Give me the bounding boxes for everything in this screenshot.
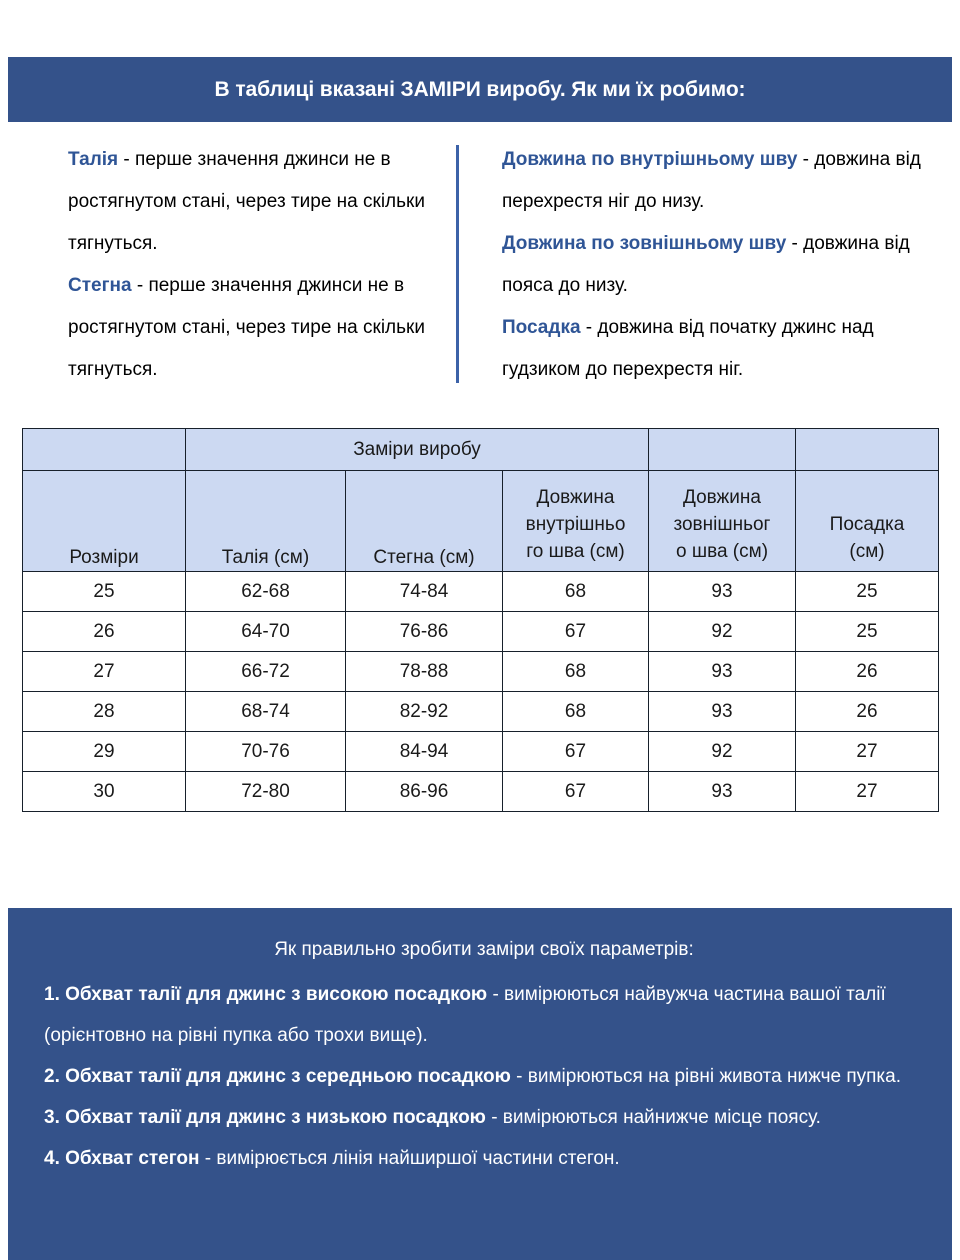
definition-text-outseam: довжина від пояса до низу. bbox=[502, 233, 910, 296]
definition-term-inseam: Довжина по внутрішньому шву bbox=[502, 149, 798, 170]
column-header-line: внутрішньо bbox=[525, 514, 626, 535]
instruction-item-4-text: - вимірюється лінія найширшої частини стегон. bbox=[199, 1148, 620, 1169]
definition-dash: - bbox=[131, 275, 149, 296]
definition-text-waist: перше значення джинси не в ростягнутом стані, через тире на скільки тягнуться. bbox=[68, 149, 425, 254]
column-header-sizes bbox=[23, 471, 186, 572]
cell-inseam: 67 bbox=[503, 772, 649, 812]
cell-inseam: 68 bbox=[503, 692, 649, 732]
cell-waist: 66-72 bbox=[186, 652, 346, 692]
definition-term-rise: Посадка bbox=[502, 317, 581, 338]
cell-waist: 72-80 bbox=[186, 772, 346, 812]
instruction-item-2-text: - вимірюються на рівні живота нижче пупка. bbox=[510, 1066, 901, 1087]
cell-size: 25 bbox=[23, 572, 186, 612]
instruction-item-3 bbox=[44, 1097, 924, 1138]
column-header-line: Талія (см) bbox=[221, 547, 310, 568]
definition-rise bbox=[502, 307, 938, 391]
cell-rise: 26 bbox=[796, 652, 939, 692]
instruction-item-2-bold: 2. Обхват талії для джинс з середньою посадкою bbox=[44, 1066, 511, 1087]
cell-hips: 86-96 bbox=[346, 772, 503, 812]
cell-hips: 82-92 bbox=[346, 692, 503, 732]
table-header-row bbox=[23, 471, 939, 572]
cell-rise: 25 bbox=[796, 572, 939, 612]
definition-inseam bbox=[502, 139, 938, 223]
column-header-line: Довжина bbox=[536, 487, 615, 508]
cell-inseam: 68 bbox=[503, 572, 649, 612]
column-divider bbox=[456, 145, 459, 383]
cell-hips: 76-86 bbox=[346, 612, 503, 652]
instruction-item-4-bold: 4. Обхват стегон bbox=[44, 1148, 200, 1169]
instruction-item-1-text: - вимірюються найвужча частина вашої талії (орієнтовно на рівні пупка або трохи вище). bbox=[44, 984, 886, 1046]
group-header-empty-2 bbox=[796, 429, 939, 471]
cell-waist: 64-70 bbox=[186, 612, 346, 652]
instruction-item-4 bbox=[44, 1138, 924, 1179]
cell-size: 29 bbox=[23, 732, 186, 772]
definition-outseam bbox=[502, 223, 938, 307]
definition-dash: - bbox=[797, 149, 815, 170]
column-header-rise bbox=[796, 471, 939, 572]
cell-hips: 78-88 bbox=[346, 652, 503, 692]
column-header-line: (см) bbox=[849, 541, 885, 562]
cell-rise: 25 bbox=[796, 612, 939, 652]
table-row bbox=[23, 732, 939, 772]
cell-size: 28 bbox=[23, 692, 186, 732]
definition-term-hips: Стегна bbox=[68, 275, 132, 296]
cell-rise: 27 bbox=[796, 732, 939, 772]
definition-waist bbox=[68, 139, 440, 265]
table-row bbox=[23, 652, 939, 692]
column-header-line: Стегна (см) bbox=[373, 547, 475, 568]
cell-size: 27 bbox=[23, 652, 186, 692]
definition-dash: - bbox=[786, 233, 804, 254]
definition-hips bbox=[68, 265, 440, 391]
definitions-left-column bbox=[68, 139, 440, 391]
definition-text-hips: перше значення джинси не в ростягнутом стані, через тире на скільки тягнуться. bbox=[68, 275, 425, 380]
instruction-item-3-text: - вимірюються найнижче місце поясу. bbox=[485, 1107, 821, 1128]
column-header-line: го шва (см) bbox=[526, 541, 625, 562]
column-header-outseam bbox=[649, 471, 796, 572]
cell-waist: 70-76 bbox=[186, 732, 346, 772]
cell-inseam: 67 bbox=[503, 732, 649, 772]
column-header-inseam bbox=[503, 471, 649, 572]
cell-size: 30 bbox=[23, 772, 186, 812]
column-header-line: Розміри bbox=[69, 547, 139, 568]
definitions-right-column bbox=[502, 139, 938, 391]
cell-hips: 74-84 bbox=[346, 572, 503, 612]
table-row bbox=[23, 692, 939, 732]
banner-title: В таблиці вказані ЗАМІРИ виробу. Як ми їх робимо: bbox=[214, 77, 746, 101]
column-header-line: зовнішньог bbox=[673, 514, 771, 535]
cell-outseam: 92 bbox=[649, 612, 796, 652]
cell-inseam: 67 bbox=[503, 612, 649, 652]
definition-text-inseam: довжина від перехрестя ніг до низу. bbox=[502, 149, 921, 212]
definition-text-rise: довжина від початку джинс над гудзиком до перехрестя ніг. bbox=[502, 317, 874, 380]
column-header-line: Довжина bbox=[683, 487, 761, 508]
definition-term-outseam: Довжина по зовнішньому шву bbox=[502, 233, 787, 254]
table-row bbox=[23, 572, 939, 612]
group-header-empty-left bbox=[23, 429, 186, 471]
cell-rise: 27 bbox=[796, 772, 939, 812]
cell-hips: 84-94 bbox=[346, 732, 503, 772]
table-row bbox=[23, 612, 939, 652]
definitions-section bbox=[0, 139, 960, 391]
table-group-header-row bbox=[23, 429, 939, 471]
cell-outseam: 92 bbox=[649, 732, 796, 772]
instructions-panel bbox=[8, 908, 952, 1260]
column-header-line: о шва (см) bbox=[675, 541, 769, 562]
definition-dash: - bbox=[118, 149, 136, 170]
cell-outseam: 93 bbox=[649, 692, 796, 732]
instruction-item-3-bold: 3. Обхват талії для джинс з низькою посадкою bbox=[44, 1107, 486, 1128]
table-row bbox=[23, 772, 939, 812]
instruction-item-2 bbox=[44, 1056, 924, 1097]
size-table-container bbox=[22, 428, 938, 812]
column-header-line: Посадка bbox=[829, 514, 905, 535]
cell-outseam: 93 bbox=[649, 572, 796, 612]
cell-size: 26 bbox=[23, 612, 186, 652]
definition-term-waist: Талія bbox=[68, 149, 119, 170]
column-header-hips bbox=[346, 471, 503, 572]
instructions-title: Як правильно зробити заміри своїх параметрів: bbox=[274, 939, 694, 960]
cell-inseam: 68 bbox=[503, 652, 649, 692]
instruction-item-1-bold: 1. Обхват талії для джинс з високою посадкою bbox=[44, 984, 488, 1005]
cell-waist: 68-74 bbox=[186, 692, 346, 732]
group-header-empty-1 bbox=[649, 429, 796, 471]
cell-rise: 26 bbox=[796, 692, 939, 732]
column-header-waist bbox=[186, 471, 346, 572]
measurements-banner bbox=[8, 57, 952, 122]
cell-waist: 62-68 bbox=[186, 572, 346, 612]
cell-outseam: 93 bbox=[649, 772, 796, 812]
size-table bbox=[22, 428, 939, 812]
instruction-item-1 bbox=[44, 974, 924, 1056]
cell-outseam: 93 bbox=[649, 652, 796, 692]
group-header-measurements: Заміри виробу bbox=[186, 429, 649, 471]
definition-dash: - bbox=[580, 317, 598, 338]
